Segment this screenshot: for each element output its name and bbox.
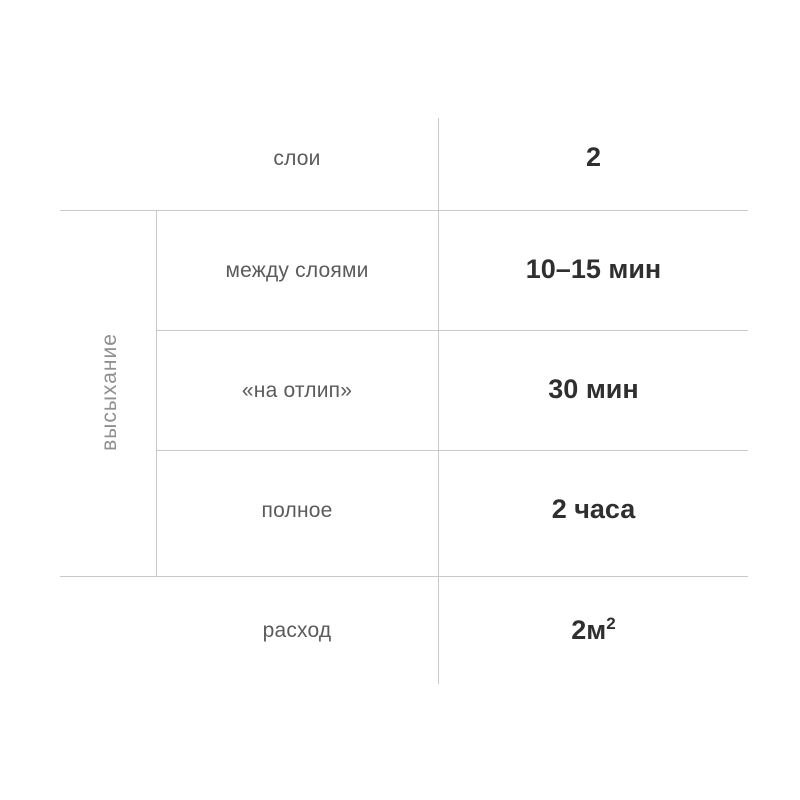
table-rule-horizontal — [60, 210, 748, 211]
specification-table — [60, 118, 748, 684]
group-label-drying: высыхание — [98, 333, 121, 451]
row-label-touch-dry: «на отлип» — [241, 379, 353, 402]
row-value-touch-dry: 30 мин — [548, 374, 639, 404]
row-value-consumption-exponent: 2 — [606, 614, 616, 633]
row-value-consumption — [439, 614, 748, 646]
row-value-layers: 2 — [585, 142, 602, 172]
table-rule-horizontal — [156, 450, 748, 451]
row-label-consumption: расход — [262, 619, 332, 642]
row-value-consumption-number: 2м — [571, 615, 607, 645]
row-label-between-layers: между слоями — [225, 259, 369, 282]
row-label-full-dry: полное — [261, 499, 333, 522]
row-value-between-layers: 10–15 мин — [525, 254, 662, 284]
row-label-layers: слои — [273, 147, 321, 170]
row-value-full-dry: 2 часа — [551, 494, 636, 524]
table-rule-horizontal — [60, 576, 748, 577]
table-rule-horizontal — [156, 330, 748, 331]
